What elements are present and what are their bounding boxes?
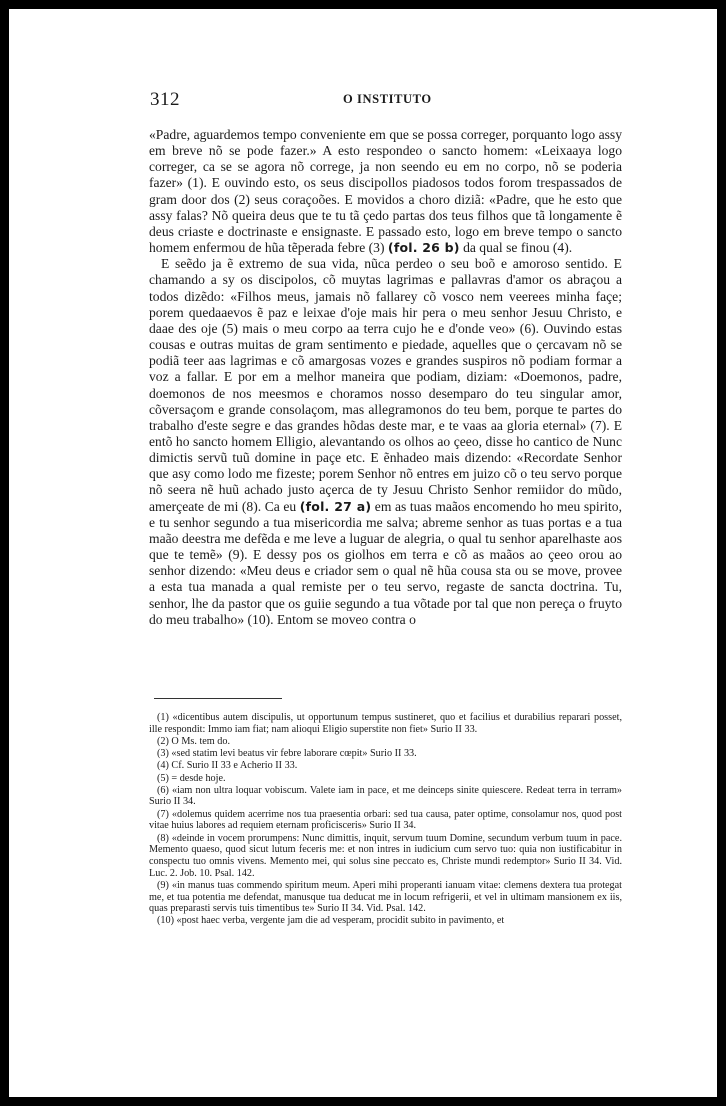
folio-reference-26b: (fol. 26 b): [387, 240, 460, 256]
document-page: [9, 9, 717, 1097]
footnote-1: (1) «dicentibus autem discipulis, ut opportunum tempus sustineret, quo et facilius et durabilius reparari posset, ille respondit: Immo iam fiat; nam alioqui Eligio superstite non fiet» Surio II 33.: [149, 712, 622, 735]
main-text: [149, 127, 622, 628]
paragraph-2-text-b: em as tuas maãos encomendo ho meu spirito, e tu senhor segundo a tua misericordia me salva; abreme senhor as tuas portas e a tua maão deestra me defẽda e me leve a luguar de alegria, o qual tu senhor aparelhaste aos que te temẽ» (9). E dessy pos os giolhos em terra e cõ as maãos ao çeeo orou ao senhor dizendo: «Meu deus e criador sem o qual nẽ hũa cousa sta ou se move, provee a esta tua manada a qual remiste per o teu servo, regaste de sancta doctrina. Tu, senhor, lhe da pastor que os guiie segundo a tua võtade por tal que non pereça o fruyto do meu trabalho» (10). Entom se moveo contra o: [149, 498, 622, 627]
page-number: 312: [150, 89, 180, 110]
paragraph-1: [149, 127, 622, 256]
footnote-2: (2) O Ms. tem do.: [157, 735, 231, 747]
footnote-7: (7) «dolemus quidem acerrime nos tua praesentia orbari: sed tua causa, pater optime, consolamur nos, quod post vitae huius labores ad requiem eternam proficisceris» Surio II 34.: [149, 808, 622, 832]
paragraph-2: [149, 256, 622, 628]
footnote-3: (3) «sed statim levi beatus vir febre laborare cœpit» Surio II 33.: [157, 748, 417, 760]
footnote-8: (8) «deinde in vocem prorumpens: Nunc dimittis, inquit, servum tuum Domine, secundum verbum tuum in pace. Memento quaeso, quod sicut lutum feceris me: et non intres in iudicium cum servo tuo: quia non iustificabitur in conspectu tuo omnis vivens. Memento mei, qui solus sine peccato es, Christe mundi redemptor» Surio II 34. Vid. Luc. 2. Job. 10. Psal. 142.: [149, 832, 622, 879]
page-header: [9, 89, 717, 113]
footnote-4: (4) Cf. Surio II 33 e Acherio II 33.: [157, 760, 298, 772]
paragraph-1-tail: da qual se finou (4).: [463, 240, 573, 256]
footnote-6: (6) «iam non ultra loquar vobiscum. Valete iam in pace, et me deinceps sinite quiescere. Redeat terra in terram» Surio II 34.: [149, 784, 622, 808]
footnote-10: (10) «post haec verba, vergente jam die ad vesperam, procidit subito in pavimento, et: [157, 915, 505, 927]
footnote-divider: [154, 698, 282, 699]
footnote-9: (9) «in manus tuas commendo spiritum meum. Aperi mihi properanti ianuam vitae: clemens dextera tua protegat me, et tua potentia me defendat, manusque tua deducat me in locum refrigerii, et vel in ultimam mansionem ex iis, quas preparasti servis tuis timentibus te» Surio II 34. Vid. Psal. 142.: [149, 879, 622, 915]
footnote-5: (5) = desde hoje.: [157, 772, 226, 784]
paragraph-1-text: «Padre, aguardemos tempo conveniente em que se possa correger, porquanto logo assy em breve nõ se pode fazer.» A esto respondeo o sancto homem: «Leixaaya logo correger, ca se se agora nõ correge, ja non seendo eu em no corpo, nõ se poderia fazer» (1). E ouvindo esto, os seus discipollos piadosos todos forom trespassados de gram door dos (2) seus coraçoões. E movidos a choro diziã: «Padre, que he esto que assy falas? Nõ queira deus que te tu tã çedo partas dos teus filhos que tã longamente ẽ deus criaste e doctrinaste e ensignaste. E passado esto, logo em breve tempo o sancto homem enfermou de hũa tẽperada febre (3): [149, 127, 622, 256]
folio-reference-27a: (fol. 27 a): [299, 498, 372, 514]
footnotes: [149, 712, 622, 927]
paragraph-2-text-a: E seẽdo ja ẽ extremo de sua vida, nũca perdeo o seu boõ e amoroso sentido. E chamando a sy os discipolos, cõ muytas lagrimas e pallavras d'amor os abraçou a todos dizẽdo: «Filhos meus, jamais nõ fallarey cõ vosco nem veerees minha façe; porem quedaaevos ẽ paz e leixae d'oje mais hir pera o meu senhor Jesuu Christo, e daae des oje (5) mais o meu corpo aa terra cujo he e d'onde veo» (6). Ouvindo estas cousas e outras muitas de gram sentimento e piedade, aquelles que o çercavam nõ se podiã teer aas lagrimas e cõ amargosas vozes e grandes suspiros nõ podiam formar a voz a fallar. E por em a melhor maneira que podiam, diziam: «Doemonos, padre, doemonos de nos meesmos e choramos nosso desemparo do teu singular amor, cõversaçom e grande consolaçom, mas allegramonos do teu bem, porque te partes do trabalho d'este segre e das grandes hõdas deste mar, e te vaas aa gloria eternal» (7). E entõ ho sancto homem Elligio, alevantando os olhos ao çeeo, disse ho cantico de Nunc dimictis servũ tuũ domine in paçe etc. E ẽnhadeo mais dizendo: «Recordate Senhor que asy como lodo me fizeste; porem Senhor nõ entres em juizo cõ o teu servo porque nõ seera nẽ huũ achado justo açerca de ty Jesuu Christo Senhor remiidor do mũdo, amerçeate de mi (8). Ca eu: [149, 256, 622, 514]
running-title: O INSTITUTO: [343, 92, 432, 106]
